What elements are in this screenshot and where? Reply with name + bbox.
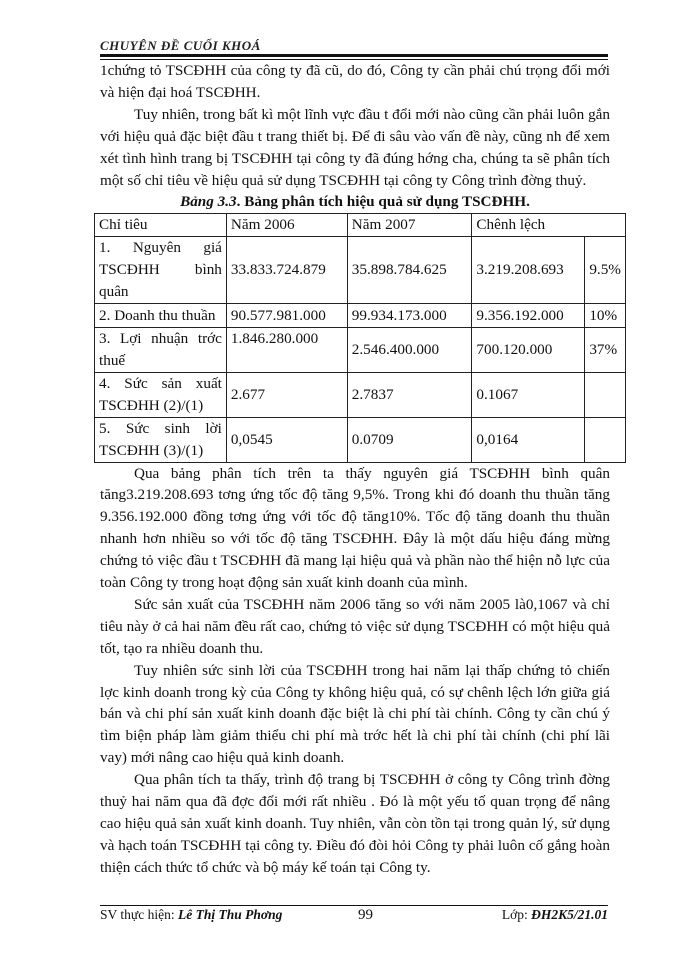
table-header-row: [95, 214, 626, 237]
row-label: 1. Nguyên giá TSCĐHH bình quân: [95, 237, 227, 304]
table-row: [95, 372, 626, 417]
paragraph-intro: Tuy nhiên, trong bất kì một lĩnh vực đầu t đổi mới nào cũng cần phải luôn gắn với hiệu quả đặc biệt đầu t trang thiết bị. Để đi sâu vào vấn đề này, cũng nh để xem xét tình hình trang bị TSCĐHH tại công ty đã đúng hớng cha, chúng ta sẽ phân tích một số chỉ tiêu về hiệu quả sử dụng TSCĐHH tại công ty Công trình đờng thuỷ.: [100, 105, 610, 189]
table-row: [95, 237, 626, 304]
cell-2006: 90.577.981.000: [226, 304, 347, 328]
footer-rule: [100, 905, 608, 906]
cell-2007: 2.546.400.000: [347, 328, 472, 373]
cell-pct: 37%: [585, 328, 626, 373]
cell-pct: 9.5%: [585, 237, 626, 304]
cell-2007: 0.0709: [347, 417, 472, 462]
cell-pct: [585, 417, 626, 462]
table-caption-text: . Bảng phân tích hiệu quả sử dụng TSCĐHH.: [236, 193, 530, 211]
cell-2007: 2.7837: [347, 372, 472, 417]
cell-2007: 99.934.173.000: [347, 304, 472, 328]
row-label: 3. Lợi nhuận trớc thuế: [95, 328, 227, 373]
class-value: ĐH2K5/21.01: [531, 907, 608, 922]
header-cell: Chênh lệch: [472, 214, 626, 237]
table-caption: [100, 191, 610, 213]
cell-pct: 10%: [585, 304, 626, 328]
body-content: [99, 60, 621, 879]
cell-diff: 0,0164: [472, 417, 585, 462]
page-number: 99: [358, 907, 373, 923]
paragraph-analysis-3: Tuy nhiên sức sinh lời của TSCĐHH trong hai năm lại thấp chứng tỏ chiến lợc kinh doanh trong kỳ của Công ty không hiệu quả, có sự chênh lệch lớn giữa giá bán và chi phí sản xuất kinh doanh đặc biệt là chi phí tài chính. Công ty cần chú ý tìm biện pháp làm giảm thiểu chi phí mà trớc hết là chi phí tài chính (chi phí lãi vay) mới nâng cao hiệu quả kinh doanh.: [100, 661, 610, 767]
student-name: Lê Thị Thu Phơng: [177, 907, 283, 922]
table-row: [95, 417, 626, 462]
row-label: 5. Sức sinh lời TSCĐHH (3)/(1): [95, 417, 227, 462]
header-title: CHUYÊN ĐỀ CUỐI KHOÁ: [100, 38, 261, 53]
header-cell: Năm 2006: [226, 214, 347, 237]
cell-2007: 35.898.784.625: [347, 237, 472, 304]
cell-2006: 1.846.280.000: [226, 328, 347, 373]
row-label: 4. Sức sản xuất TSCĐHH (2)/(1): [95, 372, 227, 417]
table-row: [95, 304, 626, 328]
cell-pct: [585, 372, 626, 417]
cell-diff: 700.120.000: [472, 328, 585, 373]
paragraph-analysis-1: Qua bảng phân tích trên ta thấy nguyên giá TSCĐHH bình quân tăng3.219.208.693 tơng ứng tốc độ tăng 9,5%. Trong khi đó doanh thu thuần tăng 9.356.192.000 đồng tơng ứng với tốc độ tăng10%. Tốc độ tăng doanh thu thuần nhanh hơn nhiều so với tốc độ tăng TSCĐHH. Đây là một dấu hiệu đáng mừng chứng tỏ việc đầu t TSCĐHH đã mang lại hiệu quả và phần nào thể hiện nỗ lực của toàn Công ty trong hoạt động sản xuất kinh doanh của mình.: [100, 464, 610, 592]
footer-student: [100, 907, 282, 923]
header-rule: [100, 54, 608, 57]
paragraph-analysis-2: Sức sản xuất của TSCĐHH năm 2006 tăng so với năm 2005 là0,1067 và chỉ tiêu này ở cả hai năm đều rất cao, chứng tỏ việc sử dụng TSCĐHH có một hiệu quả tốt, tạo ra nhiều doanh thu.: [100, 595, 610, 657]
row-label: 2. Doanh thu thuần: [95, 304, 227, 328]
header-cell: Chỉ tiêu: [95, 214, 227, 237]
cell-2006: 0,0545: [226, 417, 347, 462]
footer-class: [502, 907, 608, 923]
header-cell: Năm 2007: [347, 214, 472, 237]
cell-2006: 2.677: [226, 372, 347, 417]
cell-diff: 3.219.208.693: [472, 237, 585, 304]
table-row: [95, 328, 626, 373]
page-footer: [100, 907, 608, 927]
table-caption-number: Bảng 3.3: [180, 193, 237, 211]
paragraph-conclusion: Qua phân tích ta thấy, trình độ trang bị TSCĐHH ở công ty Công trình đờng thuỷ hai năm qua đã đợc đổi mới rất nhiều . Đó là một yếu tố quan trọng để nâng cao hiệu quả sản xuất kinh doanh. Tuy nhiên, vẫn còn tồn tại trong quản lý, sử dụng và hạch toán TSCĐHH tại công ty. Điều đó đòi hỏi Công ty phải luôn cố gắng hoàn thiện cách thức tổ chức và bộ máy kế toán tại Công ty.: [100, 771, 610, 876]
paragraph-continuation: 1chứng tỏ TSCĐHH của công ty đã cũ, do đó, Công ty cần phải chú trọng đổi mới và hiện đại hoá TSCĐHH.: [100, 62, 610, 101]
cell-diff: 9.356.192.000: [472, 304, 585, 328]
cell-diff: 0.1067: [472, 372, 585, 417]
class-label: Lớp:: [501, 907, 532, 922]
efficiency-table: [94, 213, 626, 462]
cell-2006: 33.833.724.879: [226, 237, 347, 304]
student-label: SV thực hiện:: [100, 907, 178, 922]
